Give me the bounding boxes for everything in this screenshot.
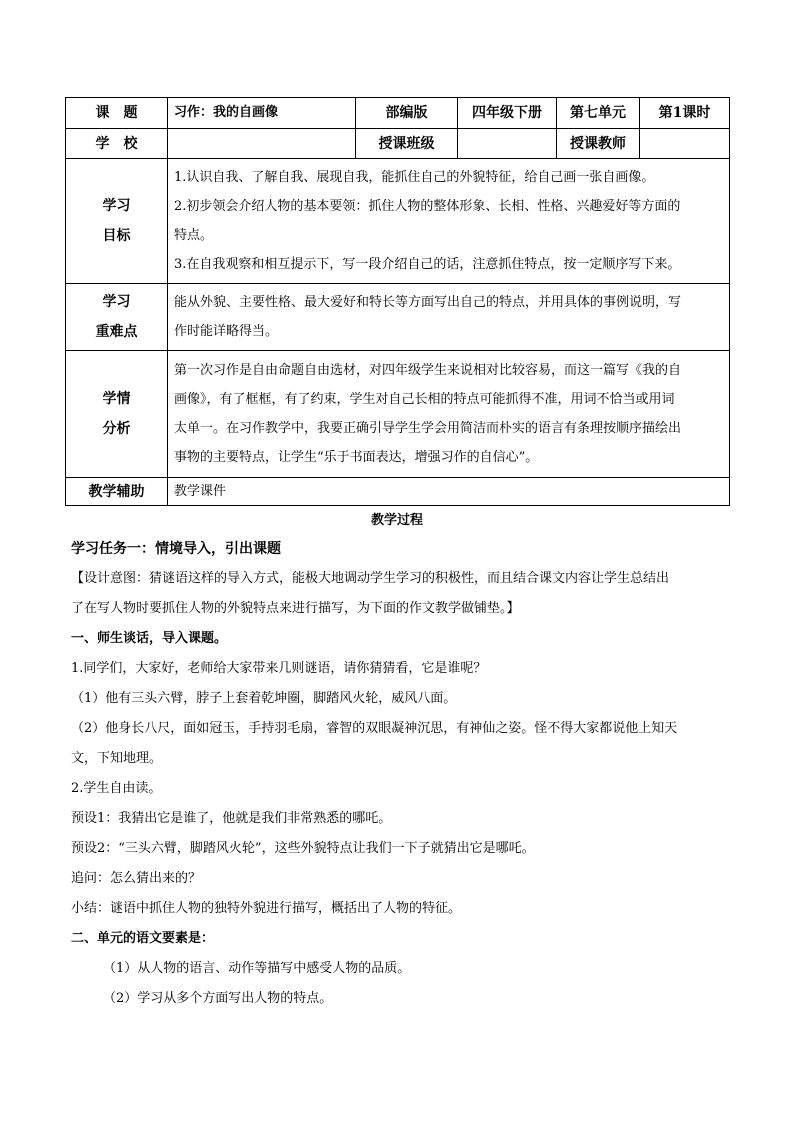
goal-item: 3.在自我观察和相互提示下，写一段介绍自己的话，注意抓住特点，按一定顺序写下来。 xyxy=(174,257,681,272)
goals-label xyxy=(66,159,168,284)
goals-content xyxy=(168,159,730,284)
info-row-aids xyxy=(66,478,730,506)
design-intent-line1: 【设计意图：猜谜语这样的导入方式，能极大地调动学生学习的积极性，而且结合课文内容让学生总结出 xyxy=(71,571,670,586)
section-heading-1: 一、师生谈话，导入课题。 xyxy=(71,631,228,646)
paragraph: 预设1：我猜出它是谁了，他就是我们非常熟悉的哪吒。 xyxy=(71,811,392,826)
difficulty-content xyxy=(168,284,730,351)
lesson-number: 第1课时 xyxy=(640,98,730,129)
analysis-content xyxy=(168,351,730,478)
info-row-goals xyxy=(66,159,730,284)
design-intent-line2: 了在写人物时要抓住人物的外貌特点来进行描写，为下面的作文教学做铺垫。】 xyxy=(71,601,520,616)
difficulty-label xyxy=(66,284,168,351)
analysis-line: 第一次习作是自由命题自由选材，对四年级学生来说相对比较容易，而这一篇写《我的自 xyxy=(174,363,682,378)
school-value xyxy=(168,129,356,159)
analysis-label-line2: 分析 xyxy=(102,421,131,437)
teacher-label: 授课教师 xyxy=(557,129,640,159)
school-label: 学 校 xyxy=(66,129,168,159)
aids-label: 教学辅助 xyxy=(66,478,168,506)
paragraph: 追问：怎么猜出来的？ xyxy=(71,871,202,886)
edition: 部编版 xyxy=(356,98,458,129)
analysis-label-line1: 学情 xyxy=(102,391,131,407)
goals-label-line1: 学习 xyxy=(102,198,131,214)
paragraph: 文，下知地理。 xyxy=(71,751,163,766)
teacher-value xyxy=(640,129,730,159)
info-row-school xyxy=(66,129,730,159)
paragraph: 小结：谜语中抓住人物的独特外貌进行描写，概括出了人物的特征。 xyxy=(71,901,462,916)
topic-value: 习作：我的自画像 xyxy=(168,98,356,129)
goal-item: 2.初步领会介绍人物的基本要领：抓住人物的整体形象、长相、性格、兴趣爱好等方面的 xyxy=(174,199,681,214)
lesson-content xyxy=(71,534,731,1014)
paragraph: （1）从人物的语言、动作等描写中感受人物的品质。 xyxy=(103,961,411,976)
goals-label-line2: 目标 xyxy=(102,228,131,244)
paragraph: 1.同学们，大家好，老师给大家带来几则谜语，请你猜猜看，它是谁呢？ xyxy=(71,661,487,676)
process-title: 教学过程 xyxy=(370,513,423,528)
info-row-topic xyxy=(66,98,730,129)
analysis-label xyxy=(66,351,168,478)
aids-value: 教学课件 xyxy=(168,478,730,506)
unit: 第七单元 xyxy=(557,98,640,129)
difficulty-label-line1: 学习 xyxy=(102,294,131,310)
paragraph: （2）学习从多个方面写出人物的特点。 xyxy=(103,991,333,1006)
paragraph: （2）他身长八尺，面如冠玉，手持羽毛扇，睿智的双眼凝神沉思，有神仙之姿。怪不得大家都说他上知天 xyxy=(71,721,678,736)
goal-item: 特点。 xyxy=(174,228,214,243)
difficulty-line: 能从外貌、主要性格、最大爱好和特长等方面写出自己的特点，并用具体的事例说明，写 xyxy=(174,295,682,310)
topic-label: 课 题 xyxy=(66,98,168,129)
difficulty-label-line2: 重难点 xyxy=(95,324,138,340)
info-row-difficulty xyxy=(66,284,730,351)
class-label: 授课班级 xyxy=(356,129,458,159)
paragraph: （1）他有三头六臂，脖子上套着乾坤圈，脚踏风火轮，威风八面。 xyxy=(71,691,457,706)
section-heading-2: 二、单元的语文要素是： xyxy=(71,931,215,946)
analysis-line: 事物的主要特点，让学生“乐于书面表达，增强习作的自信心”。 xyxy=(174,450,539,465)
grade: 四年级下册 xyxy=(458,98,557,129)
class-value xyxy=(458,129,557,159)
task-heading: 学习任务一：情境导入，引出课题 xyxy=(71,541,281,557)
info-row-analysis xyxy=(66,351,730,478)
analysis-line: 太单一。在习作教学中，我要正确引导学生学会用简洁而朴实的语言有条理按顺序描绘出 xyxy=(174,421,682,436)
paragraph: 2.学生自由读。 xyxy=(71,781,162,796)
lesson-info-table xyxy=(65,97,730,506)
analysis-line: 画像》，有了框框，有了约束，学生对自己长相的特点可能抓得不准，用词不恰当或用词 xyxy=(174,392,675,407)
difficulty-line: 作时能详略得当。 xyxy=(174,324,279,339)
goal-item: 1.认识自我、了解自我、展现自我，能抓住自己的外貌特征，给自己画一张自画像。 xyxy=(174,170,655,185)
paragraph: 预设2：“三头六臂，脚踏风火轮”，这些外貌特点让我们一下子就猜出它是哪吒。 xyxy=(71,841,535,856)
